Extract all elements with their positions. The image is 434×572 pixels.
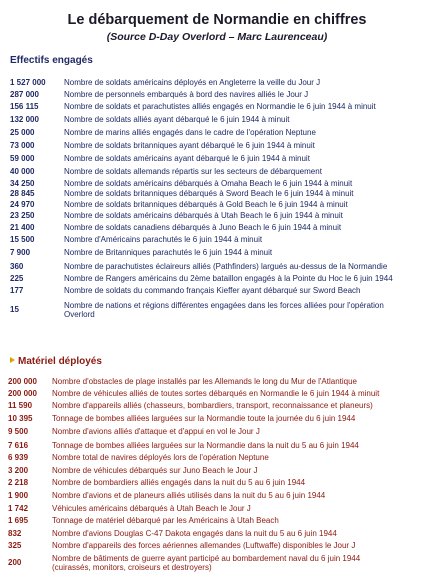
effectifs-row-value: 360: [10, 262, 24, 271]
effectifs-row-description: Nombre de soldats britanniques débarqués à Sword Beach le 6 juin 1944 à minuit: [64, 189, 354, 198]
materiel-row-value: 1 742: [8, 504, 29, 513]
effectifs-row-value: 21 400: [10, 223, 35, 232]
materiel-row-description: Nombre d'appareils alliés (chasseurs, bombardiers, transport, reconnaissance et planeurs): [52, 401, 373, 410]
effectifs-row-value: 73 000: [10, 141, 35, 150]
materiel-row-description: Nombre d'avions et de planeurs alliés utilisés dans la nuit du 5 au 6 juin 1944: [52, 491, 326, 500]
effectifs-row-value: 15 500: [10, 235, 35, 244]
effectifs-row-description: Nombre de soldats britanniques débarqués à Gold Beach le 6 juin 1944 à minuit: [64, 200, 348, 209]
effectifs-row-description: Nombre de soldats américains débarqués à Omaha Beach le 6 juin 1944 à minuit: [64, 179, 353, 188]
materiel-row-value: 200 000: [8, 377, 37, 386]
effectifs-row-description: Nombre de Rangers américains du 2ème bataillon engagés à la Pointe du Hoc le 6 juin 1944: [64, 274, 393, 283]
effectifs-row-description: Nombre de soldats allemands répartis sur les secteurs de débarquement: [64, 167, 322, 176]
effectifs-row-value: 40 000: [10, 167, 35, 176]
materiel-row-description: Tonnage de bombes alliées larguées sur la Normandie toute la journée du 6 juin 1944: [52, 414, 356, 423]
effectifs-row-description: Nombre de soldats américains ayant débarqué le 6 juin 1944 à minuit: [64, 154, 310, 163]
effectifs-row-value: 59 000: [10, 154, 35, 163]
section-heading-materiel: [10, 356, 102, 367]
materiel-row-value: 7 616: [8, 441, 29, 450]
effectifs-row-value: 132 000: [10, 115, 39, 124]
effectifs-row-value: 15: [10, 305, 19, 314]
materiel-row-value: 1 900: [8, 491, 29, 500]
materiel-row-value: 325: [8, 541, 22, 550]
section-heading-materiel-label: Matériel déployés: [18, 356, 102, 367]
effectifs-row-value: 24 970: [10, 200, 35, 209]
materiel-row-value: 1 695: [8, 516, 29, 525]
materiel-row-description: Nombre d'avions alliés d'attaque et d'appui en vol le Jour J: [52, 427, 260, 436]
materiel-row-value: 3 200: [8, 466, 29, 475]
effectifs-row-description: Nombre d'Américains parachutés le 6 juin 1944 à minuit: [64, 235, 263, 244]
effectifs-row-description: Nombre de marins alliés engagés dans le cadre de l'opération Neptune: [64, 128, 316, 137]
effectifs-row-description: Nombre de personnels embarqués à bord des navires alliés le Jour J: [64, 90, 309, 99]
effectifs-row-value: 25 000: [10, 128, 35, 137]
triangle-bullet-icon: [10, 357, 15, 363]
page-title: Le débarquement de Normandie en chiffres: [67, 12, 367, 28]
effectifs-row-description: Nombre de nations et régions différentes engagées dans les forces alliées pour l'opération Overlord: [64, 301, 384, 319]
materiel-row-value: 11 590: [8, 401, 33, 410]
effectifs-row-description: Nombre de parachutistes éclaireurs alliés (Pathfinders) largués au-dessus de la Normandie: [64, 262, 388, 271]
effectifs-row-description: Nombre de soldats et parachutistes alliés engagés en Normandie le 6 juin 1944 à minuit: [64, 102, 376, 111]
materiel-row-description: Nombre d'avions Douglas C-47 Dakota engagés dans la nuit du 5 au 6 juin 1944: [52, 529, 337, 538]
effectifs-row-description: Nombre de soldats britanniques ayant débarqué le 6 juin 1944 à minuit: [64, 141, 315, 150]
materiel-row-value: 200: [8, 558, 22, 567]
materiel-row-description: Nombre de bombardiers alliés engagés dans la nuit du 5 au 6 juin 1944: [52, 478, 306, 487]
materiel-row-description: Nombre de véhicules débarqués sur Juno Beach le Jour J: [52, 466, 258, 475]
materiel-row-description: Nombre total de navires déployés lors de l'opération Neptune: [52, 453, 269, 462]
materiel-row-description: Nombre d'obstacles de plage installés par les Allemands le long du Mur de l'Atlantique: [52, 377, 358, 386]
effectifs-row-value: 287 000: [10, 90, 39, 99]
effectifs-row-value: 7 900: [10, 248, 31, 257]
effectifs-row-value: 34 250: [10, 179, 35, 188]
effectifs-row-description: Nombre de soldats américains déployés en Angleterre la veille du Jour J: [64, 78, 321, 87]
materiel-row-description: Nombre d'appareils des forces aériennes allemandes (Luftwaffe) disponibles le Jour J: [52, 541, 356, 550]
materiel-row-value: 10 395: [8, 414, 33, 423]
materiel-row-description: Tonnage de matériel débarqué par les Américains à Utah Beach: [52, 516, 279, 525]
materiel-row-value: 2 218: [8, 478, 29, 487]
materiel-row-value: 200 000: [8, 389, 37, 398]
materiel-row-value: 9 500: [8, 427, 29, 436]
effectifs-row-description: Nombre de soldats canadiens débarqués à Juno Beach le 6 juin 1944 à minuit: [64, 223, 342, 232]
materiel-row-description: Véhicules américains débarqués à Utah Beach le Jour J: [52, 504, 251, 513]
materiel-row-description: Nombre de véhicules alliés de toutes sortes débarqués en Normandie le 6 juin 1944 à minuit: [52, 389, 380, 398]
effectifs-row-description: Nombre de soldats américains débarqués à Utah Beach le 6 juin 1944 à minuit: [64, 211, 343, 220]
effectifs-row-description: Nombre de Britanniques parachutés le 6 juin 1944 à minuit: [64, 248, 273, 257]
effectifs-row-value: 177: [10, 286, 24, 295]
effectifs-row-value: 225: [10, 274, 24, 283]
effectifs-row-value: 23 250: [10, 211, 35, 220]
materiel-row-value: 6 939: [8, 453, 29, 462]
effectifs-row-description: Nombre de soldats alliés ayant débarqué le 6 juin 1944 à minuit: [64, 115, 290, 124]
materiel-row-description: Nombre de bâtiments de guerre ayant participé au bombardement naval du 6 juin 1944 (cuirassés, monitors, croiseurs et destroyers): [52, 554, 361, 572]
effectifs-row-value: 28 845: [10, 189, 35, 198]
materiel-row-description: Tonnage de bombes alliées larguées sur la Normandie dans la nuit du 5 au 6 juin 1944: [52, 441, 359, 450]
page-subtitle: (Source D-Day Overlord – Marc Laurenceau): [106, 31, 328, 43]
materiel-row-value: 832: [8, 529, 22, 538]
section-heading-effectifs: Effectifs engagés: [10, 55, 93, 66]
effectifs-row-value: 1 527 000: [10, 78, 46, 87]
effectifs-row-value: 156 115: [10, 102, 39, 111]
effectifs-row-description: Nombre de soldats du commando français Kieffer ayant débarqué sur Sword Beach: [64, 286, 361, 295]
